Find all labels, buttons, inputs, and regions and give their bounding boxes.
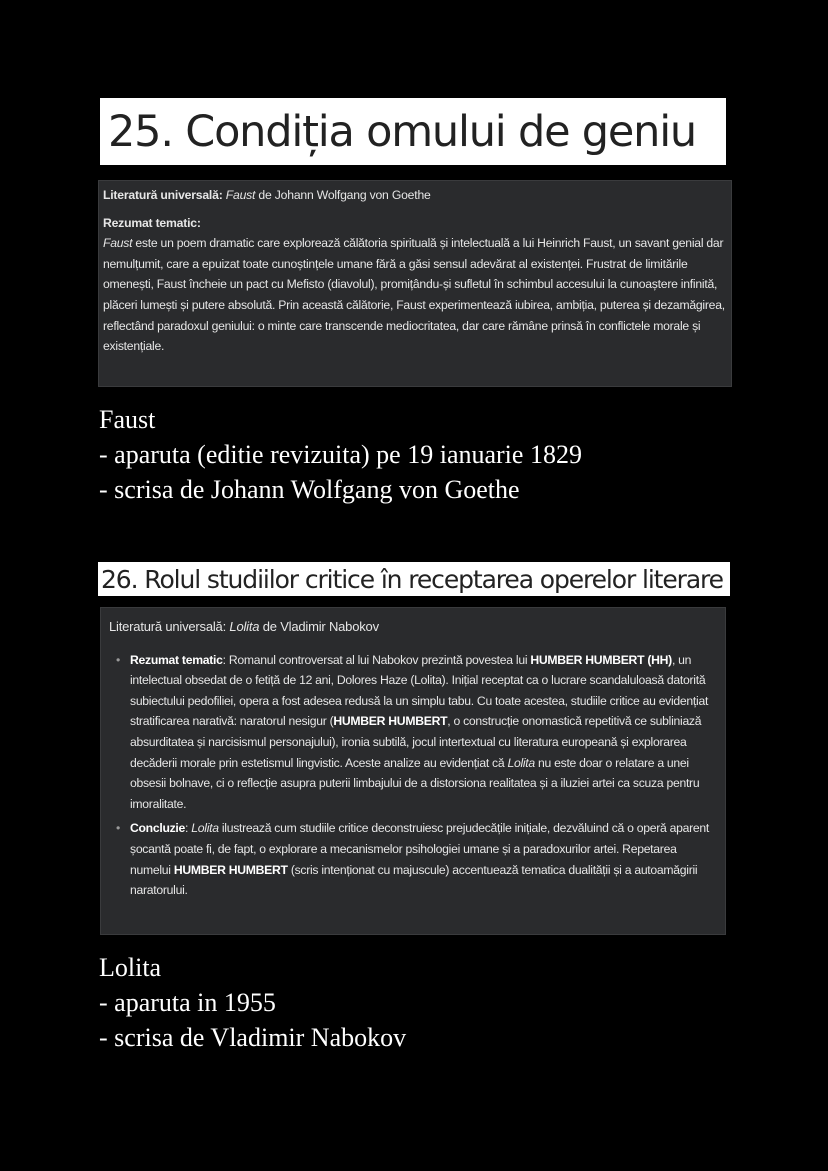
character-name: HUMBER HUMBERT (HH)	[530, 652, 672, 667]
heading-author: de Johann Wolfgang von Goethe	[255, 188, 431, 202]
lolita-bullet-list	[109, 650, 717, 901]
bullet-label: Rezumat tematic	[130, 652, 223, 667]
lolita-note-title: Lolita	[99, 953, 162, 982]
list-item-summary	[116, 650, 717, 815]
section-26-title-text: 26. Rolul studiilor critice în receptarea operelor literare	[101, 564, 723, 594]
faust-summary-label: Rezumat tematic:	[103, 215, 201, 230]
bullet-icon: •	[116, 821, 120, 836]
faust-box-heading	[103, 185, 725, 206]
lolita-box-heading	[109, 617, 717, 638]
lolita-note-line-author: - scrisa de Vladimir Nabokov	[99, 1023, 407, 1052]
text-run: , o construcție onomastică repetitivă ce subliniază absurditatea și narcisismul personajului), ironia subtilă, jocul intertextual cu literatura europeană și explorarea decăderii morale prin estetismul lingvistic. Aceste analize au evidențiat că	[130, 714, 702, 770]
lolita-summary-box	[100, 607, 726, 935]
lolita-note	[99, 950, 406, 1055]
heading-work-title: Lolita	[229, 619, 260, 634]
bullet-label: Concluzie	[130, 821, 186, 836]
heading-author: de Vladimir Nabokov	[259, 619, 379, 634]
faust-note	[99, 402, 582, 507]
section-25-title	[100, 98, 726, 165]
section-26-title	[98, 562, 730, 596]
text-run: nu este doar o relatare a unei obsesii bolnave, ci o reflecție asupra puterii limbajului de a distorsiona realitatea și a iluziei artei ca scuza pentru imoralitate.	[130, 755, 700, 811]
lolita-note-line-published: - aparuta in 1955	[99, 988, 276, 1017]
text-run: ilustrează cum studiile critice deconstruiesc prejudecățile inițiale, dezvăluind că o operă aparent șocantă poate fi, de fapt, o explorare a mecanismelor psihologiei umane și a paradoxurilor artei. Repetarea numelui	[130, 821, 709, 877]
bullet-icon: •	[116, 652, 120, 667]
summary-text: este un poem dramatic care explorează călătoria spirituală și intelectuală a lui Heinrich Faust, un savant genial dar nemulțumit, care a epuizat toate cunoștințele umane fără a găsi sensul adevărat al existenței. Frustrat de limitările omenești, Faust încheie un pact cu Mefisto (diavolul), promițându-și sufletul în schimbul accesului la cunoaștere infinită, plăceri lumești și putere absolută. Prin această călătorie, Faust experimentează iubirea, ambiția, puterea și dezamăgirea, reflectând paradoxul geniului: o minte care transcende mediocritatea, dar care rămâne prinsă în conflictele morale și existențiale.	[103, 236, 725, 354]
work-title: Lolita	[507, 755, 535, 770]
faust-summary-box	[98, 180, 732, 387]
heading-work-title: Faust	[225, 188, 256, 202]
work-title: Lolita	[191, 821, 219, 836]
list-item-conclusion	[116, 818, 717, 900]
faust-summary-paragraph	[103, 233, 725, 357]
character-name: HUMBER HUMBERT	[173, 862, 288, 877]
faust-note-title: Faust	[99, 405, 156, 434]
faust-note-line-author: - scrisa de Johann Wolfgang von Goethe	[99, 475, 520, 504]
text-run: , un intelectual obsedat de o fetiță de 12 ani, Dolores Haze (Lolita). Inițial receptat ca o lucrare scandaluloasă datorită subiectului pedofiliei, opera a fost adesea redusă la un simplu tabu. Cu toate acestea, studiile critice au evidențiat stratificarea narativă: naratorul nesigur (	[130, 652, 709, 729]
summary-work-title: Faust	[103, 236, 133, 251]
faust-note-line-published: - aparuta (editie revizuita) pe 19 ianuarie 1829	[99, 440, 582, 469]
heading-label: Literatură universală:	[103, 188, 223, 202]
text-run: (scris intenționat cu majuscule) accentuează tematica dualității și a autoamăgirii naratorului.	[130, 862, 698, 898]
section-25-title-text: 25. Condiția omului de geniu	[108, 106, 696, 157]
character-name: HUMBER HUMBERT	[333, 714, 448, 729]
text-run: :	[185, 821, 192, 836]
text-run: : Romanul controversat al lui Nabokov prezintă povestea lui	[222, 652, 531, 667]
heading-label: Literatură universală:	[109, 619, 230, 634]
